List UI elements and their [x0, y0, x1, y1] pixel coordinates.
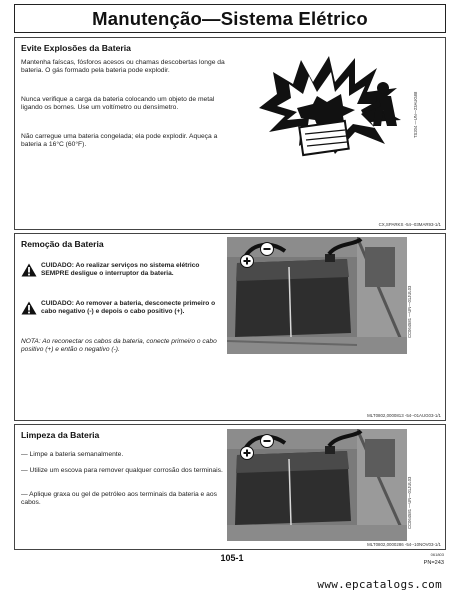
- paragraph: Mantenha faíscas, fósforos acesos ou chamas descobertas longe da bateria. O gás formado pela bateria pode explodir.: [21, 59, 225, 75]
- pn-code: PN=243: [423, 560, 444, 566]
- document-reference: MLT0802,0000286 -54--10NOV03-1/1: [367, 542, 441, 547]
- warning-text: CUIDADO: Ao realizar serviços no sistema elétrico SEMPRE desligue o interruptor da bateria.: [41, 262, 200, 278]
- note: [21, 338, 233, 354]
- warning-triangle-icon: [21, 263, 37, 277]
- note-label: NOTA:: [21, 338, 41, 345]
- section-battery-removal: [14, 233, 446, 421]
- note-text: Ao reconectar os cabos da bateria, conecte primeiro o cabo positivo (+) e então o negativo (-).: [21, 338, 217, 354]
- paragraph: Nunca verifique a carga da bateria colocando um objeto de metal ligando os bornes. Use um voltímetro ou densímetro.: [21, 96, 215, 112]
- paragraph: Não carregue uma bateria congelada; ela pode explodir. Aqueça a bateria a 16°C (60°F).: [21, 133, 218, 149]
- section-title: Remoção da Bateria: [21, 239, 104, 249]
- section-title: Limpeza da Bateria: [21, 430, 100, 440]
- image-reference: CC064581 —UN—01JUL03: [407, 476, 412, 529]
- battery-photo: [227, 429, 407, 541]
- battery-photo-image: [227, 429, 407, 541]
- image-reference: TS204 —UN—23AUG88: [413, 91, 418, 138]
- image-reference: CC064581 —UN—01JUL03: [407, 285, 412, 338]
- warning-text: CUIDADO: Ao remover a bateria, desconecte primeiro o cabo negativo (-) e depois o cabo positivo (+).: [41, 300, 216, 316]
- footer-code: 061803: [430, 552, 444, 557]
- battery-photo-image: [227, 237, 407, 354]
- list-item: — Utilize um escova para remover qualquer corrosão dos terminais.: [21, 467, 223, 474]
- section-battery-cleaning: [14, 424, 446, 550]
- warning-triangle-icon: [21, 301, 37, 315]
- section-battery-explosion: [14, 37, 446, 230]
- battery-photo: [227, 237, 407, 354]
- document-reference: CX,SPARKS -54--03MAR93-1/1: [378, 222, 441, 227]
- warning-caution: [21, 300, 229, 316]
- warning-caution: [21, 262, 229, 278]
- page-title: Manutenção—Sistema Elétrico: [92, 7, 368, 29]
- watermark: www.epcatalogs.com: [317, 578, 442, 591]
- document-reference: MLT0802,0000813 -54--01AUG03-1/1: [367, 413, 441, 418]
- list-item: — Aplique graxa ou gel de petróleo aos terminais da bateria e aos cabos.: [21, 491, 217, 507]
- page-number: 105-1: [220, 553, 244, 563]
- list-item: — Limpe a bateria semanalmente.: [21, 451, 124, 458]
- battery-explosion-icon: [251, 50, 415, 162]
- page-header: [14, 4, 446, 33]
- section-title: Evite Explosões da Bateria: [21, 43, 131, 53]
